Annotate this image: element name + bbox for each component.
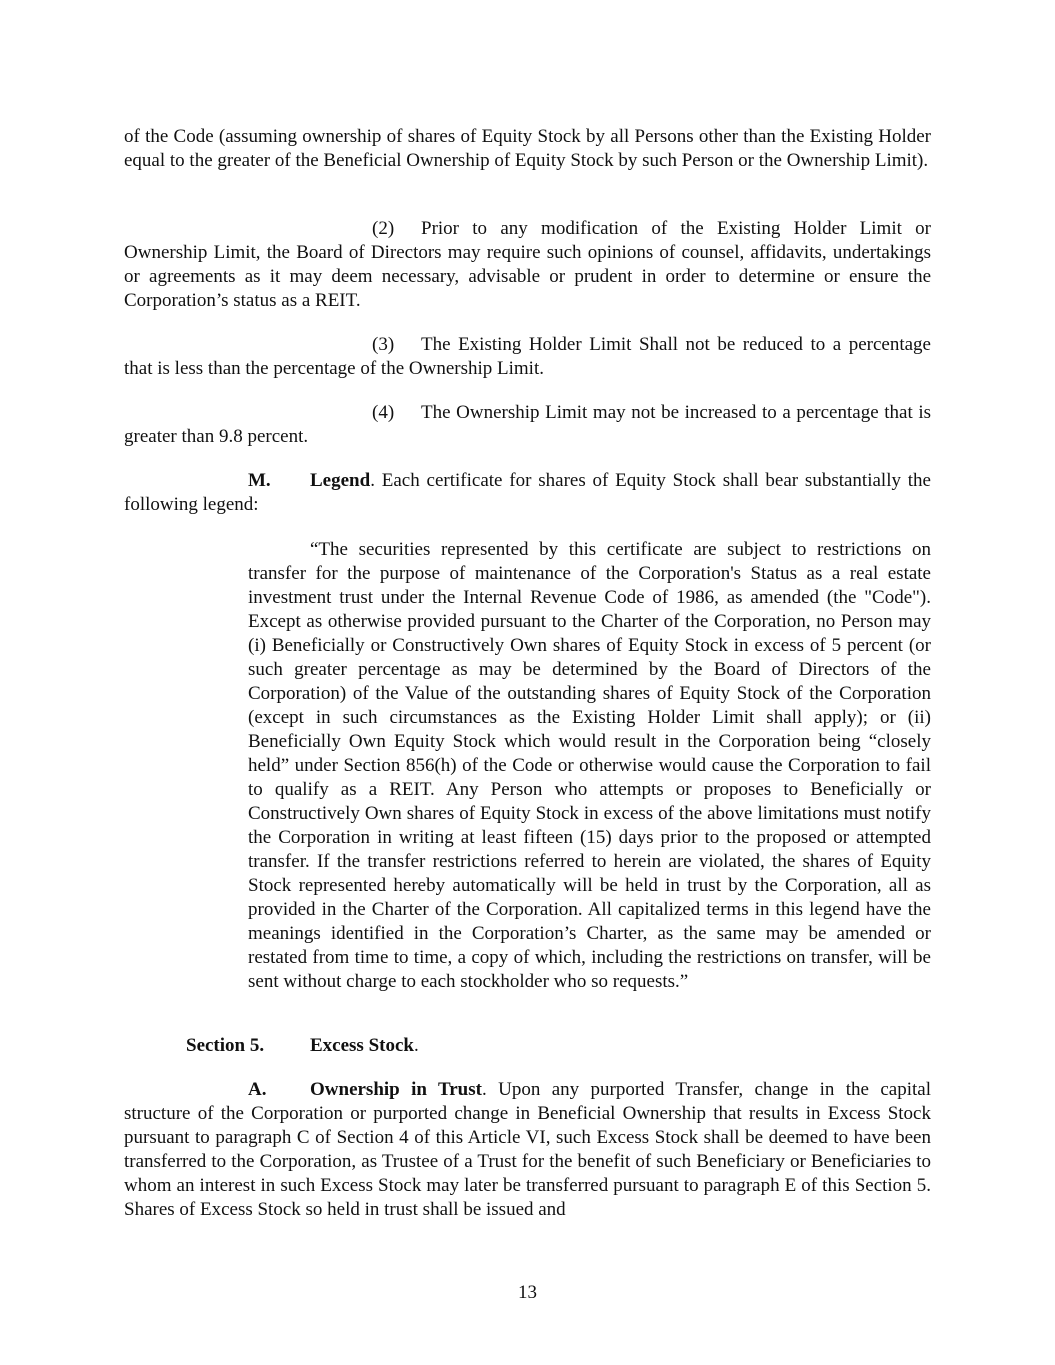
legend-paragraph [124,469,931,517]
section-a-title: Ownership in Trust [310,1079,482,1100]
section-5-period: . [413,1035,419,1056]
legend-number: M. [248,470,271,491]
section-a-paragraph [124,1078,931,1222]
paragraph-2-number: (2) [372,218,395,239]
paragraph-3 [124,333,931,381]
section-a-number: A. [248,1079,267,1100]
paragraph-intro [124,125,931,173]
section-5-heading [124,1034,931,1058]
paragraph-intro-text: of the Code (assuming ownership of shares of Equity Stock by all Persons other than the Existing Holder equal to the greater of the Beneficial Ownership of Equity Stock by such Person or the Ownership Limit). [124,126,931,171]
legend-title: Legend [310,470,371,491]
section-a-text: . Upon any purported Transfer, change in the capital structure of the Corporation or purported change in Beneficial Ownership that results in Excess Stock pursuant to paragraph C of Section 4 of this Article VI, such Excess Stock shall be deemed to have been transferred to the Corporation, as Trustee of a Trust for the benefit of such Beneficiary or Beneficiaries to whom an interest in such Excess Stock may later be transferred pursuant to paragraph E of this Section 5. Shares of Excess Stock so held in trust shall be issued and [124,1079,931,1220]
page-number: 13 [518,1282,537,1303]
paragraph-2 [124,217,931,313]
paragraph-3-number: (3) [372,334,395,355]
legend-quote-text: “The securities represented by this certificate are subject to restrictions on transfer for the purpose of maintenance of the Corporation's Status as a real estate investment trust under the Internal Revenue Code of 1986, as amended (the "Code"). Except as otherwise provided pursuant to the Charter of the Corporation, no Person may (i) Beneficially or Constructively Own shares of Equity Stock in excess of 5 percent (or such greater percentage as may be determined by the Board of Directors of the Corporation) of the Value of the outstanding shares of Equity Stock of the Corporation (except in such circumstances as the Existing Holder Limit shall apply); or (ii) Beneficially Own Equity Stock which would result in the Corporation being “closely held” under Section 856(h) of the Code or otherwise would cause the Corporation to fail to qualify as a REIT. Any Person who attempts or proposes to Beneficially or Constructively Own shares of Equity Stock in excess of the above limitations must notify the Corporation in writing at least fifteen (15) days prior to the proposed or attempted transfer. If the transfer restrictions referred to herein are violated, the shares of Equity Stock represented hereby automatically will be held in trust by the Corporation, all as provided in the Charter of the Corporation. All capitalized terms in this legend have the meanings identified in the Corporation’s Charter, as the same may be amended or restated from time to time, a copy of which, including the restrictions on transfer, will be sent without charge to each stockholder who so requests.” [248,539,931,992]
legend-quote [248,538,931,994]
paragraph-2-text: Prior to any modification of the Existing Holder Limit or Ownership Limit, the Board of Directors may require such opinions of counsel, affidavits, undertakings or agreements as it may deem necessary, advisable or prudent in order to determine or ensure the Corporation’s status as a REIT. [124,218,931,311]
section-5-title: Excess Stock [310,1035,414,1056]
paragraph-3-text: The Existing Holder Limit Shall not be reduced to a percentage that is less than the percentage of the Ownership Limit. [124,334,931,379]
paragraph-4-number: (4) [372,402,395,423]
section-5-label: Section 5. [186,1035,265,1056]
legend-text: . Each certificate for shares of Equity Stock shall bear substantially the following legend: [124,470,931,515]
paragraph-4 [124,401,931,449]
paragraph-4-text: The Ownership Limit may not be increased to a percentage that is greater than 9.8 percent. [124,402,931,447]
